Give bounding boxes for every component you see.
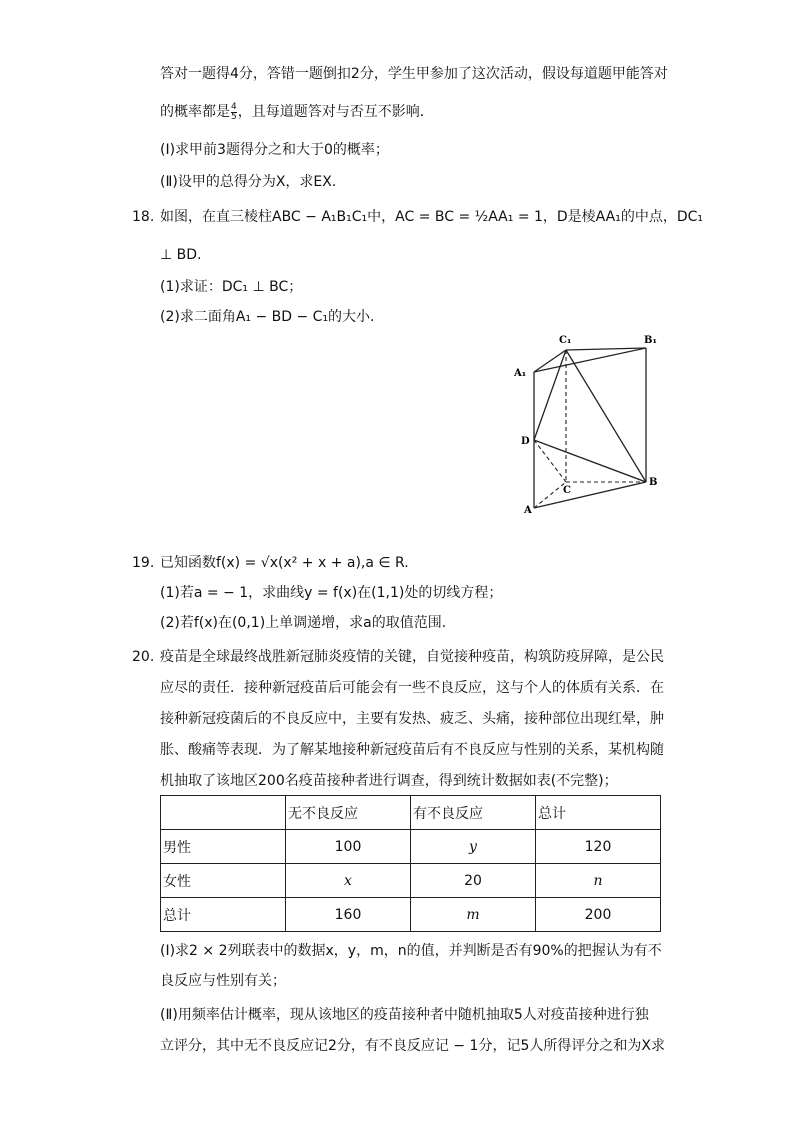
label-a1: A₁ (514, 368, 527, 379)
table-row (161, 830, 661, 864)
table-header-cell: 无不良反应 (286, 796, 411, 830)
table-cell: 160 (286, 898, 411, 932)
p20-line5: 机抽取了该地区200名疫苗接种者进行调查，得到统计数据如表(不完整)； (160, 773, 618, 789)
table-header-cell: 总计 (536, 796, 661, 830)
table-cell: m (411, 898, 536, 932)
label-d: D (521, 436, 530, 447)
edge-a-b (534, 482, 646, 508)
edge-a1-c1 (534, 350, 566, 372)
p20-line2: 应尽的责任．接种新冠疫苗后可能会有一些不良反应，这与个人的体质有关系．在 (160, 680, 664, 696)
p17-line1: 答对一题得4分，答错一题倒扣2分，学生甲参加了这次活动，假设每道题甲能答对 (160, 66, 668, 82)
p18-question-2: (2)求二面角A₁ − BD − C₁的大小. (160, 309, 375, 325)
p18-question-1: (1)求证：DC₁ ⊥ BC； (160, 279, 303, 295)
label-c1: C₁ (559, 335, 572, 346)
p17-line2 (160, 102, 434, 122)
table-row (161, 864, 661, 898)
p19-question-1: (1)若a = − 1，求曲线y = f(x)在(1,1)处的切线方程； (160, 585, 503, 601)
p19-line1: 已知函数f(x) = √x(x² + x + a),a ∈ R. (160, 555, 409, 571)
table-header-cell (161, 796, 286, 830)
table-cell: 男性 (161, 830, 286, 864)
hidden-edge-d-c (534, 440, 566, 482)
table-cell: x (286, 864, 411, 898)
p18-number: 18. (132, 209, 155, 225)
table-header-row (161, 796, 661, 830)
edge-d-b (534, 440, 646, 482)
p20-line4: 胀、酸痛等表现．为了解某地接种新冠疫苗后有不良反应与性别的关系，某机构随 (160, 742, 664, 758)
label-b1: B₁ (644, 335, 657, 346)
table-row (161, 898, 661, 932)
table-cell: 女性 (161, 864, 286, 898)
edge-a1-b1 (534, 348, 646, 372)
p19-question-2: (2)若f(x)在(0,1)上单调递增，求a的取值范围. (160, 615, 447, 631)
table-cell: 100 (286, 830, 411, 864)
fraction-numerator: 4 (231, 101, 237, 112)
p20-line3: 接种新冠疫菌后的不良反应中，主要有发热、疲乏、头痛，接种部位出现红晕，肿 (160, 711, 664, 727)
table-cell: 200 (536, 898, 661, 932)
table-cell: y (411, 830, 536, 864)
p17-question-2: (Ⅱ)设甲的总得分为X，求EX. (160, 174, 337, 190)
label-b: B (649, 477, 658, 488)
edge-c1-b1 (566, 348, 646, 350)
table-cell: 120 (536, 830, 661, 864)
label-c: C (563, 485, 571, 496)
p20-question-1b: 良反应与性别有关； (160, 973, 286, 989)
p17-line2b: ，且每道题答对与否互不影响． (237, 104, 434, 120)
p20-question-1a: (Ⅰ)求2 × 2列联表中的数据x，y，m，n的值，并判断是否有90%的把握认为有不 (160, 943, 662, 959)
p20-question-2a: (Ⅱ)用频率估计概率，现从该地区的疫苗接种者中随机抽取5人对疫苗接种进行独 (160, 1007, 649, 1023)
table-cell: 20 (411, 864, 536, 898)
p17-question-1: (Ⅰ)求甲前3题得分之和大于0的概率； (160, 142, 389, 158)
p20-number: 20. (132, 649, 155, 665)
p20-line1: 疫苗是全球最终战胜新冠肺炎疫情的关键，自觉接种疫苗，构筑防疫屏障，是公民 (160, 649, 664, 665)
edge-c1-b (566, 350, 646, 482)
contingency-table (160, 795, 661, 932)
p18-line1: 如图，在直三棱柱ABC − A₁B₁C₁中，AC = BC = ½AA₁ = 1，D是棱AA₁的中点，DC₁ (160, 209, 704, 225)
table-cell: n (536, 864, 661, 898)
fraction-denominator: 5 (231, 111, 237, 122)
p17-line2a: 的概率都是 (160, 104, 230, 120)
edge-d-c1 (534, 350, 566, 440)
table-cell: 总计 (161, 898, 286, 932)
fraction-four-fifths (231, 103, 237, 122)
label-a: A (524, 505, 532, 516)
p19-number: 19. (132, 555, 155, 571)
p20-question-2b: 立评分，其中无不良反应记2分，有不良反应记 − 1分，记5人所得评分之和为X求 (160, 1038, 665, 1054)
table-header-cell: 有不良反应 (411, 796, 536, 830)
p18-line2: ⊥ BD. (160, 247, 202, 263)
hidden-edge-a-c (534, 482, 566, 508)
